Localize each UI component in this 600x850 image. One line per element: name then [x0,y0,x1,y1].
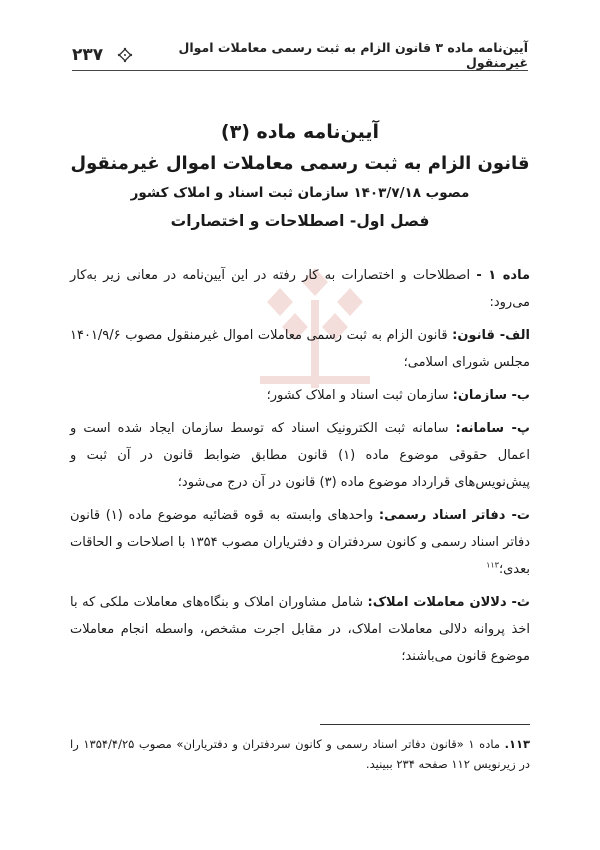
definition-alef [70,322,530,376]
definition-te [70,502,530,583]
title-block [60,116,540,236]
definition-pe-text: سامانه ثبت الکترونیک اسناد که توسط سازمان ایجاد شده است و اعمال حقوقی موضوع ماده (۱) قانون مطابق ضوابط قانون در آن ثبت و پیش‌نویس‌های قرارداد موضوع ماده (۳) قانون در آن درج می‌شود؛ [70,421,530,490]
footnote-text: ماده ۱ «قانون دفاتر اسناد رسمی و کانون سردفتران و دفتریاران» مصوب ۱۳۵۴/۴/۲۵ را در زیرنویس ۱۱۲ صفحه ۲۳۴ ببینید. [70,737,530,771]
definition-be-text: سازمان ثبت اسناد و املاک کشور؛ [266,388,449,403]
section-heading: فصل اول- اصطلاحات و اختصارات [170,212,430,230]
title-line-2: قانون الزام به ثبت رسمی معاملات اموال غیرمنقول [70,153,530,174]
title-line-1: آیین‌نامه ماده (۳) [220,121,380,143]
page-number: ۲۳۷ [72,45,104,65]
definition-be-label: ب- سازمان: [452,388,530,403]
definition-se [70,589,530,670]
definition-alef-text: قانون الزام به ثبت رسمی معاملات اموال غیرمنقول مصوب ۱۴۰۱/۹/۶ مجلس شورای اسلامی؛ [70,328,530,370]
definition-alef-label: الف- قانون: [452,328,531,343]
title-line-3: مصوب ۱۴۰۳/۷/۱۸ سازمان ثبت اسناد و املاک کشور [130,185,470,201]
running-header [72,40,528,71]
footnote-number: ۱۱۳. [504,737,531,751]
article-1-text: اصطلاحات و اختصارات به کار رفته در این آیین‌نامه در معانی زیر به‌کار می‌رود: [70,268,530,310]
definition-pe [70,415,530,496]
definition-be [70,382,530,409]
definition-se-text: شامل مشاوران املاک و بنگاه‌های معاملات ملکی که با اخذ پروانه دلالی معاملات املاک، در مقابل اجرت مشخص، واسطه انجام معاملات موضوع قانون می‌باشند؛ [70,595,530,664]
header-page-area [72,45,133,65]
footnote-divider [320,724,530,725]
definition-se-label: ث- دلالان معاملات املاک: [367,595,530,610]
article-1-label: ماده ۱ - [476,268,531,283]
footnote [70,734,530,774]
definition-pe-label: پ- سامانه: [455,421,530,436]
definition-te-text: واحدهای وابسته به قوه قضائیه موضوع ماده (۱) قانون دفاتر اسناد رسمی و کانون سردفتران و دفتریاران مصوب ۱۳۵۴ با اصلاحات و الحاقات بعدی؛ [70,508,530,577]
definition-te-label: ت- دفاتر اسناد رسمی: [378,508,530,523]
ornament-icon [117,47,133,63]
running-title: آیین‌نامه ماده ۳ قانون الزام به ثبت رسمی معاملات اموال غیرمنقول [178,40,528,70]
footnote-reference[interactable]: ۱۱۳ [486,560,499,570]
article-body [70,262,530,676]
article-1 [70,262,530,316]
